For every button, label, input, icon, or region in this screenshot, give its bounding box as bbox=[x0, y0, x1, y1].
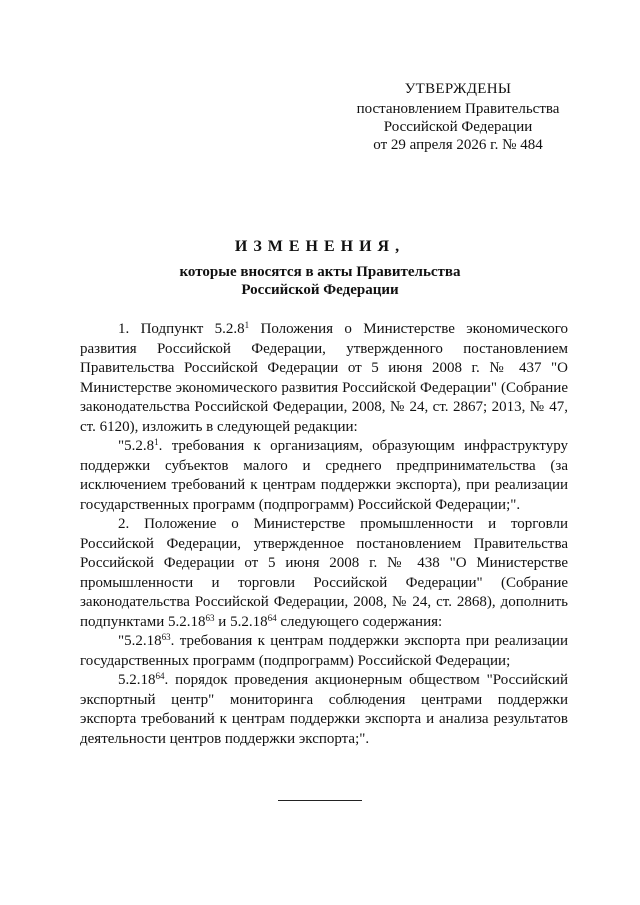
paragraph-4-sup-1: 63 bbox=[161, 632, 171, 642]
document-subtitle bbox=[80, 263, 560, 299]
paragraph-5 bbox=[80, 671, 568, 749]
subtitle-line-2: Российской Федерации bbox=[241, 282, 399, 298]
paragraph-3-text-b: и 5.2.18 bbox=[214, 613, 268, 630]
paragraph-2 bbox=[80, 437, 568, 515]
approval-line-1: постановлением Правительства bbox=[356, 101, 560, 117]
paragraph-3-sup-2: 64 bbox=[267, 612, 277, 623]
paragraph-1 bbox=[80, 320, 568, 437]
paragraph-3-text-a: 2. Положение о Министерстве промышленности и торговли Российской Федерации, утвержденное постановлением Правительства Российской Федерации от 5 июня 2008 г. № 438 "О Министерстве промышленности и торговли Российской Федерации" (Собрание законодательства Российской Федерации, 2008, № 24, ст. 2868), дополнить подпунктами 5.2.18 bbox=[80, 516, 568, 630]
paragraph-4-text-a: "5.2.18 bbox=[118, 633, 162, 649]
paragraph-2-text-b: . требования к организациям, образующим инфраструктуру поддержки субъектов малого и среднего предпринимательства (за исключением требований к центрам поддержки экспорта), при реализации государственных программ (подпрограмм) Российской Федерации;". bbox=[80, 438, 568, 513]
paragraph-5-text-a: 5.2.18 bbox=[118, 672, 156, 688]
paragraph-3 bbox=[80, 515, 568, 632]
approval-block bbox=[338, 80, 578, 154]
paragraph-1-sup-1: 1 bbox=[244, 320, 250, 330]
paragraph-2-sup-1: 1 bbox=[154, 437, 159, 447]
paragraph-2-text-a: "5.2.8 bbox=[118, 438, 155, 454]
paragraph-1-text-a: 1. Подпункт 5.2.8 bbox=[118, 321, 245, 337]
paragraph-3-sup-1: 63 bbox=[205, 612, 215, 623]
paragraph-4-text-b: . требования к центрам поддержки экспорта при реализации государственных программ (подпрограмм) Российской Федерации; bbox=[80, 633, 568, 669]
paragraph-1-text-b: Положения о Министерстве экономического развития Российской Федерации, утвержденного постановлением Правительства Российской Федерации от 5 июня 2008 г. № 437 "О Министерстве экономического развития Российской Федерации" (Собрание законодательства Российской Федерации, 2008, № 24, ст. 2867; 2013, № 47, ст. 6120), изложить в следующей редакции: bbox=[80, 321, 568, 435]
subtitle-line-1: которые вносятся в акты Правительства bbox=[179, 264, 461, 280]
approval-line-2: Российской Федерации bbox=[383, 119, 533, 135]
paragraph-3-text-c: следующего содержания: bbox=[276, 613, 443, 630]
document-body bbox=[80, 320, 568, 749]
approval-line-3: от 29 апреля 2026 г. № 484 bbox=[373, 137, 543, 153]
paragraph-5-text-b: . порядок проведения акционерным обществом "Российский экспортный центр" мониторинга соблюдения центрами поддержки экспорта требований к центрам поддержки экспорта и анализа результатов деятельности центров поддержки экспорта;". bbox=[80, 672, 568, 747]
document-title: ИЗМЕНЕНИЯ, bbox=[234, 238, 406, 255]
approval-title: УТВЕРЖДЕНЫ bbox=[404, 81, 512, 97]
paragraph-5-sup-1: 64 bbox=[155, 671, 165, 681]
paragraph-4 bbox=[80, 632, 568, 671]
end-divider bbox=[278, 800, 362, 801]
